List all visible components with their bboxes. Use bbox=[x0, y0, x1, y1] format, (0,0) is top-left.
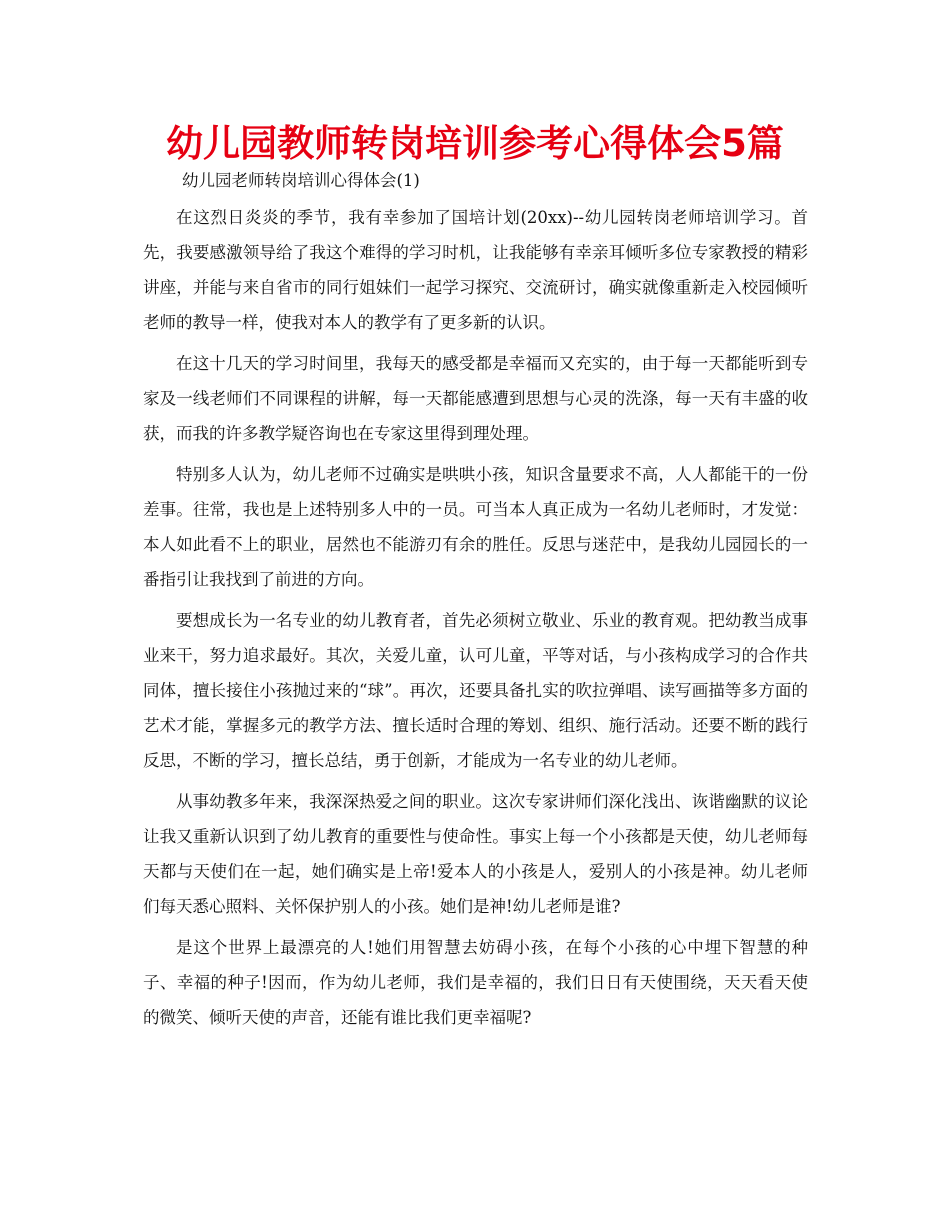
document-body bbox=[143, 200, 808, 1041]
paragraph: 在这烈日炎炎的季节，我有幸参加了国培计划(20xx)--幼儿园转岗老师培训学习。首先，我要感激领导给了我这个难得的学习时机，让我能够有幸亲耳倾听多位专家教授的精彩讲座，并能与来自省市的同行姐妹们一起学习探究、交流研讨，确实就像重新走入校园倾听老师的教导一样，使我对本人的教学有了更多新的认识。 bbox=[143, 208, 808, 332]
paragraph: 从事幼教多年来，我深深热爱之间的职业。这次专家讲师们深化浅出、诙谐幽默的议论让我又重新认识到了幼儿教育的重要性与使命性。事实上每一个小孩都是天使，幼儿老师每天都与天使们在一起，她们确实是上帝!爱本人的小孩是人，爱别人的小孩是神。幼儿老师们每天悉心照料、关怀保护别人的小孩。她们是神!幼儿老师是谁? bbox=[143, 792, 808, 916]
paragraph: 是这个世界上最漂亮的人!她们用智慧去妨碍小孩，在每个小孩的心中埋下智慧的种子、幸福的种子!因而，作为幼儿老师，我们是幸福的，我们日日有天使围绕，天天看天使的微笑、倾听天使的声音，还能有谁比我们更幸福呢? bbox=[143, 938, 808, 1027]
document-subtitle: 幼儿园老师转岗培训心得体会(1) bbox=[182, 171, 420, 190]
document-title: 幼儿园教师转岗培训参考心得体会5篇 bbox=[166, 122, 784, 165]
paragraph: 要想成长为一名专业的幼儿教育者，首先必须树立敬业、乐业的教育观。把幼教当成事业来干，努力追求最好。其次，关爱儿童，认可儿童，平等对话，与小孩构成学习的合作共同体，擅长接住小孩抛过来的“球”。再次，还要具备扎实的吹拉弹唱、读写画描等多方面的艺术才能，掌握多元的教学方法、擅长适时合理的筹划、组织、施行活动。还要不断的践行反思，不断的学习，擅长总结，勇于创新，才能成为一名专业的幼儿老师。 bbox=[143, 611, 808, 770]
paragraph: 特别多人认为，幼儿老师不过确实是哄哄小孩，知识含量要求不高，人人都能干的一份差事。往常，我也是上述特别多人中的一员。可当本人真正成为一名幼儿老师时，才发觉：本人如此看不上的职业，居然也不能游刃有余的胜任。反思与迷茫中，是我幼儿园园长的一番指引让我找到了前进的方向。 bbox=[143, 465, 808, 589]
paragraph: 在这十几天的学习时间里，我每天的感受都是幸福而又充实的，由于每一天都能听到专家及一线老师们不同课程的讲解，每一天都能感遭到思想与心灵的洗涤，每一天有丰盛的收获，而我的许多教学疑咨询也在专家这里得到理处理。 bbox=[143, 354, 808, 443]
